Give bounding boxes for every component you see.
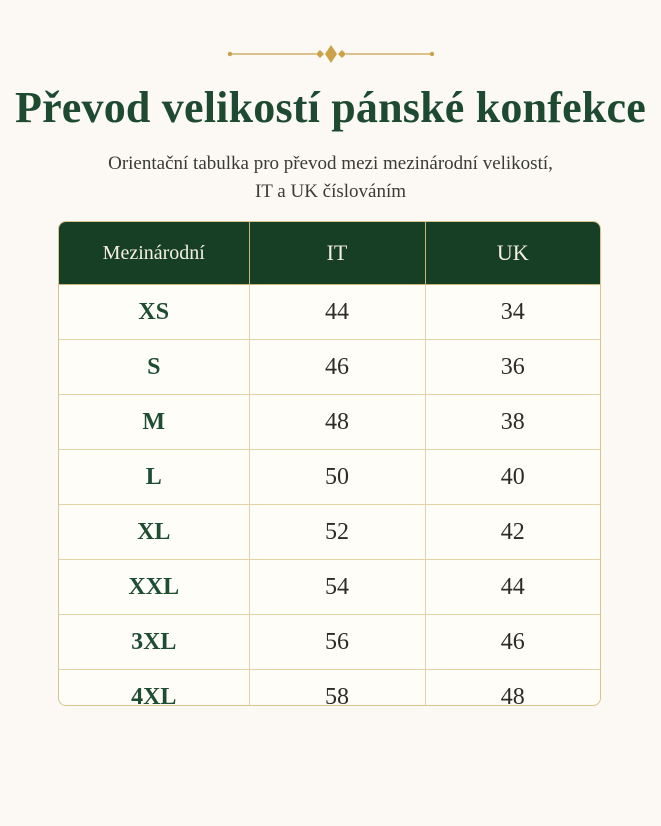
table-row xyxy=(59,615,600,670)
cell-it: 58 xyxy=(249,670,425,707)
table-row xyxy=(59,450,600,505)
table-row xyxy=(59,560,600,615)
cell-size: XS xyxy=(59,285,249,340)
cell-size: M xyxy=(59,395,249,450)
page-subtitle xyxy=(0,150,661,206)
table-row xyxy=(59,340,600,395)
cell-uk: 42 xyxy=(425,505,600,560)
cell-uk: 36 xyxy=(425,340,600,395)
cell-it: 46 xyxy=(249,340,425,395)
table-row xyxy=(59,285,600,340)
cell-it: 52 xyxy=(249,505,425,560)
cell-uk: 38 xyxy=(425,395,600,450)
cell-it: 54 xyxy=(249,560,425,615)
table-header-row xyxy=(59,222,600,285)
cell-it: 50 xyxy=(249,450,425,505)
cell-it: 44 xyxy=(249,285,425,340)
cell-size: XL xyxy=(59,505,249,560)
cell-uk: 44 xyxy=(425,560,600,615)
cell-size: L xyxy=(59,450,249,505)
cell-size: S xyxy=(59,340,249,395)
cell-size: 3XL xyxy=(59,615,249,670)
cell-it: 48 xyxy=(249,395,425,450)
decorative-ornament xyxy=(0,44,661,64)
cell-uk: 46 xyxy=(425,615,600,670)
page-title: Převod velikostí pánské konfekce xyxy=(15,83,646,132)
table-row xyxy=(59,670,600,707)
header-uk: UK xyxy=(425,222,600,285)
cell-uk: 48 xyxy=(425,670,600,707)
cell-size: XXL xyxy=(59,560,249,615)
header-international: Mezinárodní xyxy=(59,222,249,285)
cell-uk: 40 xyxy=(425,450,600,505)
size-conversion-table xyxy=(58,221,601,706)
cell-size: 4XL xyxy=(59,670,249,707)
subtitle-line-2: IT a UK číslováním xyxy=(254,181,407,202)
subtitle-line-1: Orientační tabulka pro převod mezi mezinárodní velikostí, xyxy=(108,153,553,174)
diamond-flourish-icon xyxy=(226,44,436,64)
cell-uk: 34 xyxy=(425,285,600,340)
table-row xyxy=(59,505,600,560)
table-row xyxy=(59,395,600,450)
header-it: IT xyxy=(249,222,425,285)
cell-it: 56 xyxy=(249,615,425,670)
